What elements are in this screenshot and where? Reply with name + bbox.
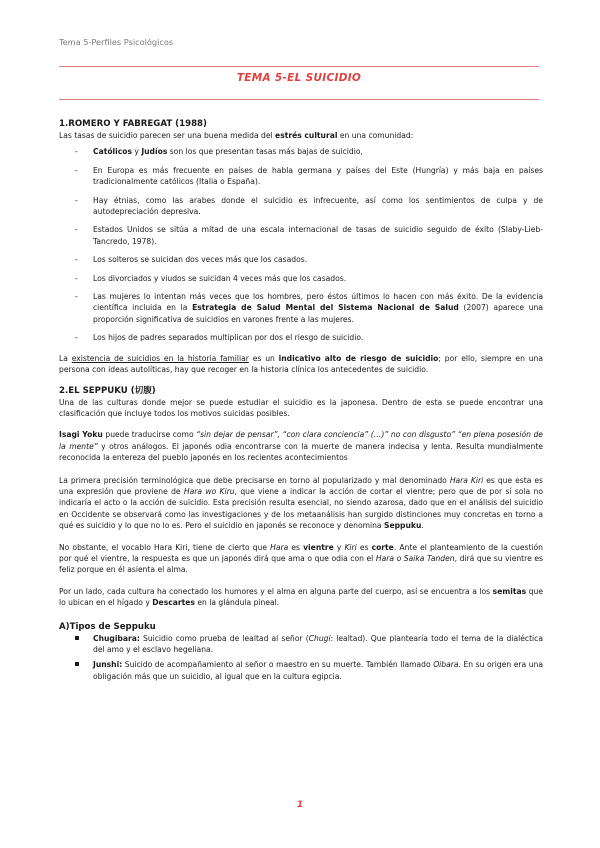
document-body (59, 118, 543, 682)
vientre-paragraph (59, 542, 543, 576)
list-item (59, 291, 543, 325)
text-run: es (356, 542, 372, 552)
underlined-term: existencia de suicidios en la historia familiar (71, 353, 249, 363)
italic-term: Hara wo Kiru (183, 486, 235, 496)
bold-term: Estrategia de Salud Mental del Sistema Nacional de Salud (192, 303, 459, 313)
bold-term: Descartes (152, 598, 195, 608)
text-run: . (421, 521, 424, 531)
section-heading-romero: 1.ROMERO Y FABREGAT (1988) (59, 119, 207, 129)
text-run: y otros análogos. El japonés odia encontrarse con la muerte de manera indecisa y lenta. Resulta mundialmente reconocida la entereza del pueblo japonés en los recientes acontecimientos (59, 441, 543, 463)
text-run: en la glándula pineal. (194, 598, 280, 608)
page-number: 1 (296, 800, 304, 810)
tipos-list (59, 633, 543, 683)
section2-intro: Una de las culturas donde mejor se puede estudiar el suicidio es la japonesa. Dentro de esta se puede encontrar una clasificación que incluye todos los motivos suicidas posibles. (59, 397, 543, 418)
text-run: es que esta es una expresión que proviene de (59, 475, 544, 496)
subsection-heading-tipos: A)Tipos de Seppuku (59, 621, 156, 632)
bold-term: semitas (492, 586, 527, 596)
text-run: , dirá que su vientre es feliz porque en él asienta el alma. (59, 553, 543, 575)
humores-paragraph (59, 586, 543, 609)
title-rule-bottom (59, 99, 539, 100)
section-heading-seppuku: 2.EL SEPPUKU (切腹) (59, 385, 156, 396)
text-run: . En su origen era una obligación más que un suicidio, al igual que en la cultura egipcia. (93, 660, 543, 681)
bold-term: Católicos (93, 147, 132, 157)
list-item (59, 659, 543, 682)
list-item: - Los divorciados y viudos se suicidan 4 veces más que los casados. (59, 273, 543, 284)
square-bullet-icon (75, 662, 79, 666)
text-run: La primera precisión terminológica que debe precisarse en torno al popularizado y mal denominado (59, 475, 450, 485)
romero-list (59, 146, 543, 343)
text-run: Suicido de acompañamiento al señor o maestro en su muerte. También llamado (122, 660, 434, 670)
hara-kiri-paragraph (59, 475, 543, 532)
italic-term: Chugi (308, 633, 331, 643)
section1-intro (59, 130, 543, 141)
italic-term: Oibara (433, 660, 459, 670)
text-run: La (59, 353, 72, 363)
isagi-yoku-paragraph (59, 429, 543, 463)
bold-term: corte (371, 542, 394, 552)
section1-closing (59, 353, 543, 376)
text-run: Las tasas de suicidio parecen ser una buena medida del (59, 131, 276, 140)
bold-term: estrés cultural (275, 131, 338, 140)
list-item: - Los solteros se suicidan dos veces más que los casados. (59, 254, 543, 265)
italic-term: Hara o Saika Tanden (375, 553, 455, 563)
text-run: en una comunidad: (337, 131, 414, 140)
text-run: es un (248, 353, 279, 363)
list-item: - Hay étnias, como las arabes donde el suicidio es infrecuente, así como los sentimientos de culpa y de autodepreciación depresiva. (59, 195, 543, 218)
square-bullet-icon (75, 636, 79, 640)
text-run: ; por ello, siempre en una persona con ideas autolíticas, hay que recoger en la historia clínica los antecedentes de suicidio. (59, 353, 544, 375)
list-item (59, 633, 543, 656)
italic-term: Hara Kiri (449, 475, 484, 485)
bold-term: Seppuku (384, 521, 422, 531)
text-run: y (333, 542, 345, 552)
text-run: Suicidio como prueba de lealtad al señor ( (139, 633, 309, 643)
text-run: . Ante el planteamiento de la cuestión por qué el vientre, la respuesta es que un japonés dirá que ama o que odia con el (59, 542, 543, 563)
text-run: puede traducirse como (102, 430, 197, 440)
text-run: son los que presentan tasas más bajas de suicidio, (167, 147, 363, 157)
bold-term: Junshi: (93, 660, 123, 670)
text-run: Por un lado, cada cultura ha conectado los humores y el alma en alguna parte del cuerpo, así se encuentra a los (59, 586, 493, 596)
text-run: es (288, 542, 304, 552)
italic-term: Hara (270, 542, 289, 552)
bold-term: Judíos (141, 147, 168, 157)
text-run: No obstante, el vocablo Hara Kiri, tiene de cierto que (59, 542, 271, 552)
text-run: : lealtad). Que plantearía todo el tema de la dialéctica del amo y el esclavo hegeliana. (93, 633, 543, 654)
bold-term: Isagi Yoku (59, 430, 103, 440)
text-run: que lo ubican en el hígado y (59, 586, 543, 608)
page-title: TEMA 5-EL SUICIDIO (236, 72, 362, 84)
italic-quote: “sin dejar de pensar”, “con clara conciencia” (…)” no con disgusto” “en plena posesión de la mente” (59, 430, 543, 451)
text-run: Las mujeres lo intentan más veces que los hombres, pero éstos últimos lo hacen con más éxito. De la evidencia científica incluida en la (93, 292, 543, 313)
text-run: y (132, 147, 142, 157)
text-run: (2007) aparece una proporción significativa de suicidios en varones frente a las mujeres. (93, 303, 544, 324)
title-rule-top (59, 66, 539, 67)
list-item: - En Europa es más frecuente en países de habla germana y países del Este (Hungría) y más baja en países tradicionalmente católicos (Italia o España). (59, 165, 543, 188)
list-item: - Estados Unidos se sitúa a mitad de una escala internacional de tasas de suicidio seguido de éxito (Slaby-Lieb-Tancredo, 1978). (59, 224, 543, 247)
running-header: Tema 5-Perfiles Psicológicos (59, 37, 174, 47)
list-item: - Los hijos de padres separados multiplican por dos el riesgo de suicidio. (59, 332, 543, 343)
list-item (59, 146, 543, 157)
bold-term: indicativo alto de riesgo de suicidio (278, 353, 439, 363)
bold-term: vientre (303, 542, 334, 552)
text-run: , que viene a indicar la acción de cortar el vientre; pero que de por sí sola no indicaría el acto o la acción de suicidio. Esta precisión resulta esencial, no siendo azarosa, dado que en el análisis del suicidio en Occidente se observará como las investigaciones y de los metaanálisis han surgido distinciones muy concretas en torno a qué es suicidio y lo que no lo es. Pero el suicidio en japonés se reconoce y denomina (59, 486, 543, 531)
bold-term: Chugibara: (93, 633, 140, 643)
italic-term: Kiri (344, 542, 357, 552)
